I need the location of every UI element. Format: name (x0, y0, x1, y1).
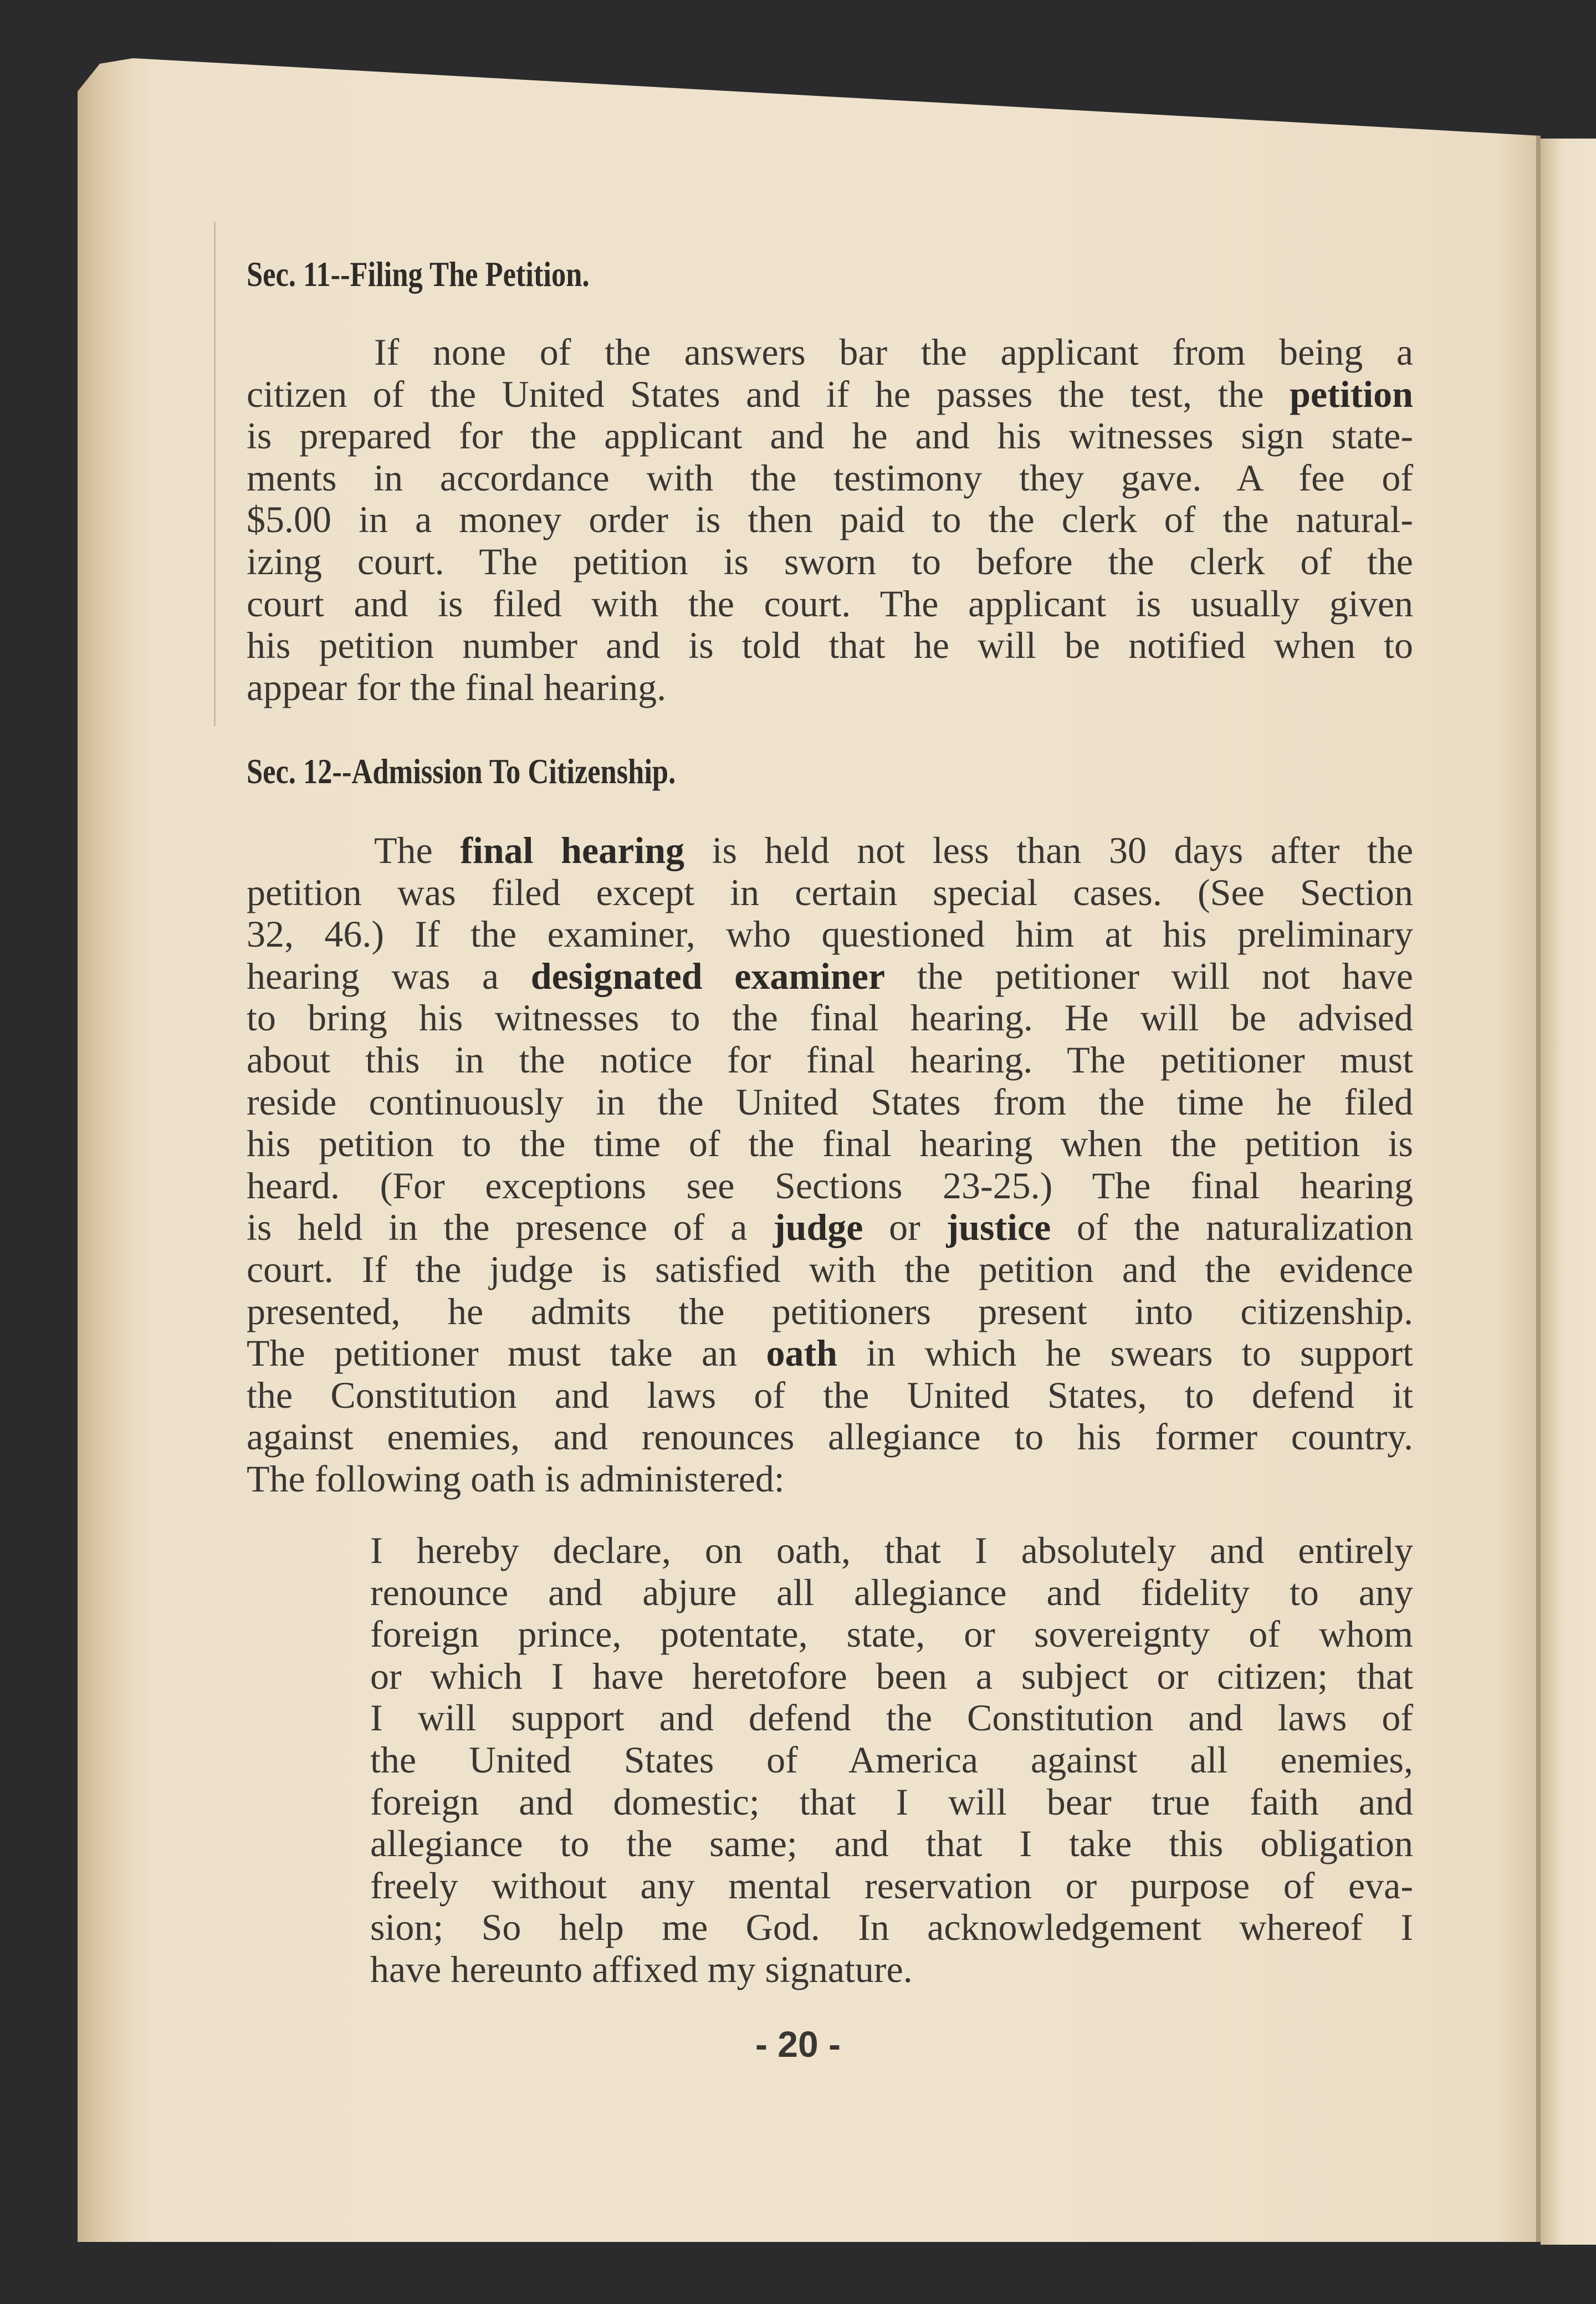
oath-line-text: renounce and abjure all allegiance and fidelity to any (370, 1571, 1413, 1613)
text-line (247, 625, 1413, 667)
section-11-paragraph (247, 331, 1413, 708)
text-segment: the Constitution and laws of the United States, to defend it (247, 1373, 1413, 1416)
oath-line-text: or which I have heretofore been a subject or citizen; that (370, 1654, 1413, 1697)
oath-line (370, 1739, 1413, 1781)
text-segment: $5.00 in a money order is then paid to the clerk of the natural- (247, 498, 1413, 541)
book-gutter (1536, 136, 1541, 2242)
text-line (247, 1375, 1413, 1417)
oath-line-text: have hereunto affixed my signature. (370, 1948, 913, 1990)
bold-term: justice (946, 1206, 1051, 1249)
oath-line (370, 1697, 1413, 1739)
text-line (247, 1416, 1413, 1458)
text-line (247, 415, 1413, 457)
oath-line-text: sion; So help me God. In acknowledgement whereof I (370, 1906, 1413, 1949)
bold-term: judge (773, 1206, 863, 1249)
text-segment: the petitioner will not have (885, 954, 1413, 997)
text-line (247, 1081, 1413, 1123)
text-line (247, 956, 1413, 998)
bold-term: final hearing (460, 829, 685, 871)
bold-term: oath (766, 1332, 837, 1375)
oath-line-text: the United States of America against all enemies, (370, 1738, 1413, 1781)
oath-line (370, 1865, 1413, 1907)
oath-line-text: foreign prince, potentate, state, or sovereignty of whom (370, 1613, 1413, 1656)
text-line (247, 1458, 1413, 1500)
pencil-margin-mark (214, 222, 216, 726)
text-segment: his petition to the time of the final hearing when the petition is (247, 1122, 1413, 1165)
text-segment: ments in accordance with the testimony they gave. A fee of (247, 456, 1413, 499)
text-line (247, 583, 1413, 625)
text-line (247, 1039, 1413, 1081)
oath-line-text: I hereby declare, on oath, that I absolutely and entirely (370, 1529, 1413, 1571)
section-11-heading-wrap (247, 253, 664, 295)
text-segment: petition was filed except in certain special cases. (See Section (247, 871, 1413, 913)
oath-line (370, 1572, 1413, 1614)
text-segment: court and is filed with the court. The applicant is usually given (247, 582, 1413, 625)
text-segment: court. If the judge is satisfied with the petition and the evidence (247, 1248, 1413, 1290)
text-line (247, 457, 1413, 499)
text-segment: in which he swears to support (837, 1332, 1413, 1375)
text-segment: citizen of the United States and if he passes the test, the (247, 372, 1290, 415)
text-segment: reside continuously in the United States from the time he filed (247, 1080, 1413, 1123)
text-line (247, 541, 1413, 583)
page-number: - 20 - (755, 2024, 841, 2065)
text-line (247, 1123, 1413, 1165)
bold-term: petition (1290, 372, 1413, 415)
facing-page-edge (1541, 139, 1596, 2245)
oath-line-text: foreign and domestic; that I will bear true faith and (370, 1780, 1413, 1823)
oath-line (370, 1781, 1413, 1823)
text-segment: 32, 46.) If the examiner, who questioned him at his preliminary (247, 913, 1413, 956)
text-segment: or (863, 1206, 947, 1249)
text-segment: The (374, 829, 461, 871)
text-segment: appear for the final hearing. (247, 666, 667, 708)
section-12-paragraph (247, 830, 1413, 1500)
text-segment: to bring his witnesses to the final hearing. He will be advised (247, 997, 1413, 1039)
oath-line-text: freely without any mental reservation or purpose of eva- (370, 1864, 1413, 1907)
section-12-heading-wrap (247, 750, 770, 793)
text-line (247, 997, 1413, 1039)
text-line (247, 331, 1413, 374)
oath-line (370, 1656, 1413, 1698)
section-11-heading: Sec. 11--Filing The Petition. (247, 254, 590, 294)
text-segment: of the naturalization (1051, 1206, 1414, 1249)
oath-line (370, 1907, 1413, 1949)
oath-line (370, 1613, 1413, 1656)
text-line (247, 872, 1413, 914)
oath-line (370, 1823, 1413, 1865)
text-segment: his petition number and is told that he will be notified when to (247, 624, 1413, 667)
text-line (247, 913, 1413, 956)
text-segment: hearing was a (247, 954, 531, 997)
text-line (247, 374, 1413, 416)
text-segment: The following oath is administered: (247, 1457, 785, 1500)
text-line (247, 499, 1413, 541)
text-segment: If none of the answers bar the applicant from being a (374, 331, 1413, 373)
section-12-heading: Sec. 12--Admission To Citizenship. (247, 752, 676, 791)
text-segment: heard. (For exceptions see Sections 23-25.) The final hearing (247, 1164, 1413, 1207)
oath-line (370, 1949, 1413, 1991)
text-line (247, 1332, 1413, 1375)
text-line (247, 1249, 1413, 1291)
text-line (247, 667, 1413, 709)
oath-line (370, 1530, 1413, 1572)
text-line (247, 1165, 1413, 1207)
text-line (247, 1207, 1413, 1249)
text-segment: is held in the presence of a (247, 1206, 773, 1249)
text-line (247, 830, 1413, 872)
oath-line-text: allegiance to the same; and that I take this obligation (370, 1822, 1413, 1865)
text-segment: against enemies, and renounces allegiance to his former country. (247, 1416, 1413, 1458)
text-segment: The petitioner must take an (247, 1332, 766, 1375)
oath-text (370, 1530, 1413, 1991)
text-segment: presented, he admits the petitioners present into citizenship. (247, 1290, 1413, 1332)
oath-line-text: I will support and defend the Constitution and laws of (370, 1697, 1413, 1739)
text-segment: is held not less than 30 days after the (684, 829, 1413, 871)
text-segment: izing court. The petition is sworn to before the clerk of the (247, 540, 1413, 583)
text-line (247, 1291, 1413, 1333)
text-segment: about this in the notice for final hearing. The petitioner must (247, 1038, 1413, 1081)
bold-term: designated examiner (530, 954, 886, 997)
text-segment: is prepared for the applicant and he and his witnesses sign state- (247, 415, 1413, 457)
